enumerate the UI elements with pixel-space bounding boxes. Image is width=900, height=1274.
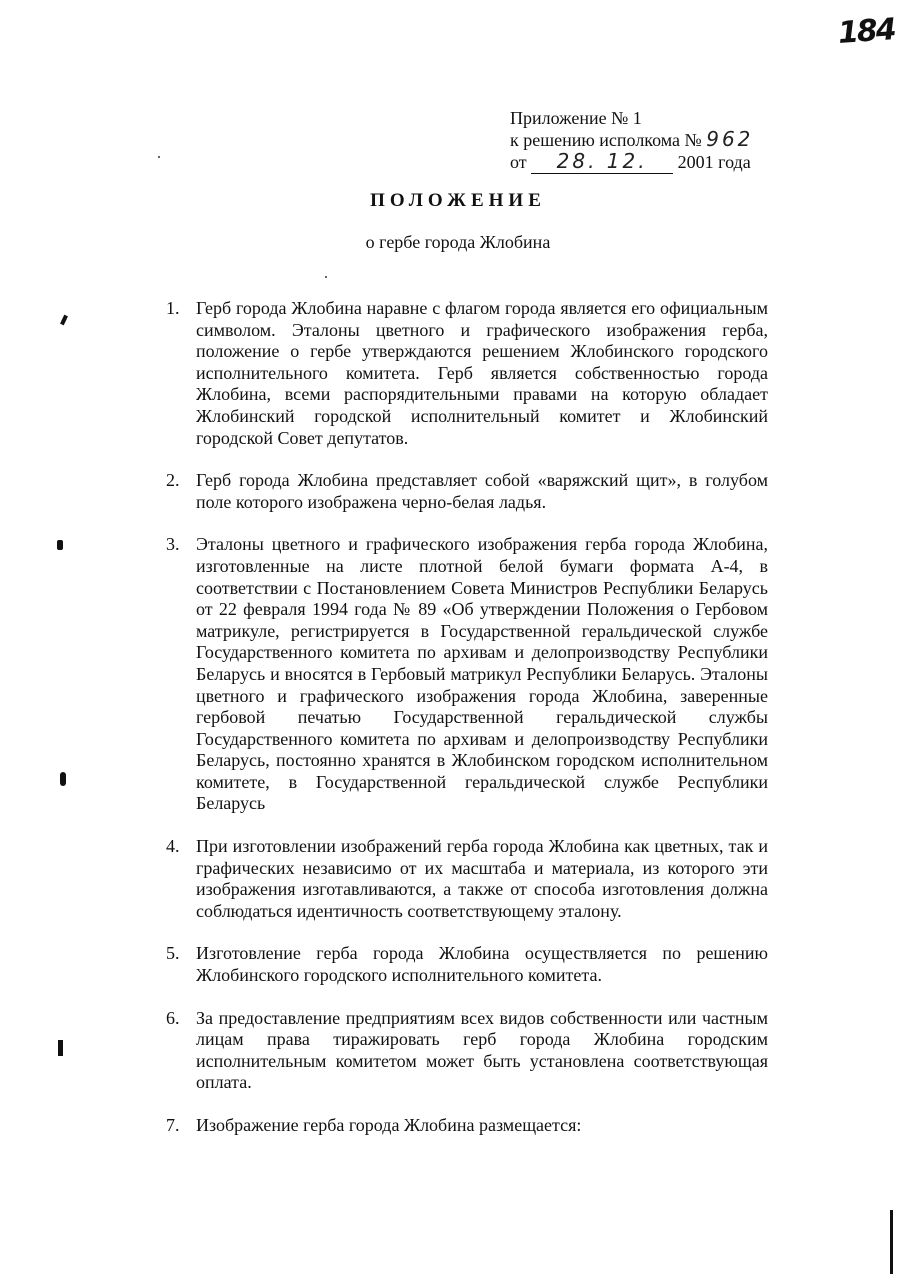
scan-speck: [325, 276, 327, 278]
item-number: 4.: [166, 836, 180, 857]
scan-edge-bar: [890, 1210, 893, 1274]
list-item: [166, 943, 768, 986]
year-suffix: 2001 года: [677, 152, 751, 172]
item-number: 2.: [166, 470, 180, 491]
appendix-header: [510, 108, 753, 174]
list-item: [166, 298, 768, 449]
list-item: [166, 470, 768, 513]
scan-mark: [60, 772, 66, 786]
decision-line: [510, 129, 753, 151]
list-item: [166, 534, 768, 815]
item-text: Изготовление герба города Жлобина осуществляется по решению Жлобинского городского исполнительного комитета.: [196, 943, 768, 986]
item-text: Герб города Жлобина наравне с флагом города является его официальным символом. Эталоны цветного и графического изображения герба, положение о гербе утверждаются решением Жлобинского городского исполнительного комитета. Герб является собственностью города Жлобина, всеми распорядительными правами на которую обладает Жлобинский городской исполнительный комитет и Жлобинский городской Совет депутатов.: [196, 298, 768, 448]
item-text: При изготовлении изображений герба города Жлобина как цветных, так и графических независимо от их масштаба и материала, из которого эти изображения изготавливаются, а также от способа изготовления должна соблюдаться идентичность соответствующему эталону.: [196, 836, 768, 921]
date-handwritten: 28. 12.: [556, 149, 648, 173]
list-item: [166, 1115, 768, 1137]
date-line: [510, 151, 753, 174]
decision-number: 962: [706, 127, 754, 151]
list-item: [166, 836, 768, 922]
document-title: ПОЛОЖЕНИЕ: [370, 190, 546, 211]
list-item: [166, 1008, 768, 1094]
date-prefix: от: [510, 152, 527, 172]
item-number: 3.: [166, 534, 180, 555]
decision-label: к решению исполкома №: [510, 130, 702, 150]
item-number: 7.: [166, 1115, 180, 1135]
item-text: Герб города Жлобина представляет собой «варяжский щит», в голубом поле которого изображена черно-белая ладья.: [196, 470, 768, 512]
scan-mark: [58, 1040, 63, 1056]
document-subtitle: о гербе города Жлобина: [365, 232, 551, 252]
scan-mark: [57, 540, 63, 550]
item-text: За предоставление предприятиям всех видов собственности или частным лицам права тиражировать герб города Жлобина городским исполнительным комитетом может быть установлена соответствующая оплата.: [196, 1007, 768, 1093]
item-number: 5.: [166, 943, 180, 964]
scan-speck: [158, 156, 160, 158]
appendix-line: Приложение № 1: [510, 108, 642, 128]
item-text: Эталоны цветного и графического изображения герба города Жлобина, изготовленные на листе плотной белой бумаги формата А-4, в соответствии с Постановлением Совета Министров Республики Беларусь от 22 февраля 1994 года № 89 «Об утверждении Положения о Гербовом матрикуле, регистрируется в Государственной геральдической службе Государственного комитета по архивам и делопроизводству Республики Беларусь и вносятся в Гербовый матрикул Республики Беларусь. Эталоны цветного и графического изображения города Жлобина, заверенные гербовой печатью Государственной геральдической службы Государственного комитета по архивам и делопроизводству Республики Беларусь, постоянно хранятся в Жлобинском городском исполнительном комитете, в Государственной геральдической службе Республики Беларусь: [196, 534, 768, 814]
provisions-list: [166, 298, 768, 1158]
handwritten-page-number: 184: [836, 12, 896, 51]
item-text: Изображение герба города Жлобина размещается:: [196, 1115, 582, 1135]
item-number: 1.: [166, 298, 180, 318]
date-blank: [531, 151, 673, 174]
item-number: 6.: [166, 1007, 180, 1028]
scan-mark: [60, 315, 68, 326]
